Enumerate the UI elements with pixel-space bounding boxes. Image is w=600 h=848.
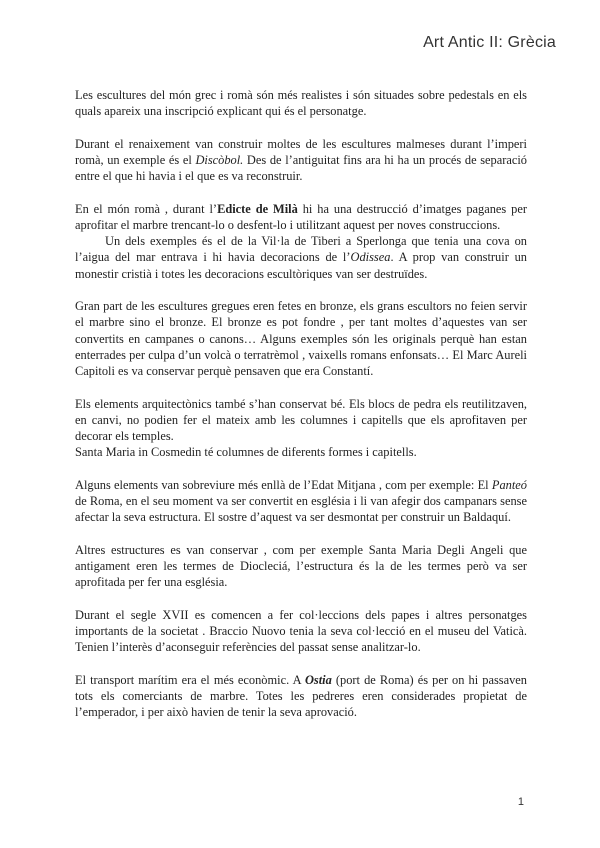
bold-edicte-de-mila: Edicte de Milà — [217, 201, 298, 216]
document-header-title: Art Antic II: Grècia — [423, 34, 556, 51]
paragraph-text: Gran part de les escultures gregues eren fetes en bronze, els grans escultors no feien servir el marbre sino el bronze. El bronze es pot fondre , per tant moltes d’aquestes van ser convertits en campanes o canons… Alguns exemples són les originals perquè han estan enterrades per culpa d’un volcà o terratrèmol , vaixells romans enfonsats… El Marc Aureli Capitoli es va conservar perquè pensaven que era Constantí. — [75, 299, 527, 379]
paragraph-6 — [75, 396, 527, 461]
paragraph-text: Els elements arquitectònics també s’han conservat bé. Els blocs de pedra els reutilitzaven, en canvi, no podien fer el mateix amb les columnes i capitells que els aprofitaven per decorar els temples. — [75, 396, 527, 444]
paragraph-text: Des de l’antiguitat fins ara hi ha un procés de separació entre el que hi havia i el que es va reconstruir. — [75, 153, 528, 184]
paragraph-text: . A prop van construir un monestir cristià i totes les decoracions escultòriques van ser destruïdes. — [75, 250, 527, 281]
paragraph-2 — [75, 136, 527, 185]
emphasis-discobol: Discòbol. — [195, 153, 244, 167]
page-number: 1 — [517, 796, 524, 808]
paragraph-text: Altres estructures es van conservar , com per exemple Santa Maria Degli Angeli que antigament eren les termes de Diocleciá, l’estructura és la de les termes però va ser aprofitada per fer una església. — [75, 542, 527, 590]
paragraph-10 — [75, 672, 527, 721]
paragraph-text: Durant el segle XVII es comencen a fer col·leccions dels papes i altres personatges importants de la societat . Braccio Nuovo tenia la seva col·lecció en el museu del Vaticà. Tenien l’interès d’aconseguir referències del passat sense analitzar-lo. — [75, 607, 527, 655]
document-body — [75, 87, 527, 737]
bold-italic-ostia: Ostia — [304, 672, 332, 687]
paragraph-1 — [75, 87, 527, 119]
paragraph-text: Un dels exemples és el de la Vil·la de Tiberi a Sperlonga que tenia una cova on l’aigua del mar entrava i hi havia decoracions de l’ — [75, 234, 527, 265]
paragraph-text: En el món romà , durant l’ — [75, 201, 218, 216]
emphasis-odissea: Odissea — [350, 250, 391, 265]
paragraph-8 — [75, 542, 527, 591]
paragraph-text: Santa Maria in Cosmedin té columnes de diferents formes i capitells. — [75, 445, 417, 460]
paragraph-text: Alguns elements van sobreviure més enllà de l’Edat Mitjana , com per exemple: El — [75, 477, 492, 492]
paragraph-4 — [75, 233, 527, 282]
paragraph-text: hi ha una destrucció d’imatges paganes per aprofitar el marbre trencant-lo o desfent-lo i utilitzant aquest per noves construccions. — [75, 201, 528, 232]
paragraph-text: Les escultures del món grec i romà són més realistes i són situades sobre pedestals en els quals apareix una inscripció explicant qui és el personatge. — [75, 88, 527, 119]
paragraph-7 — [75, 477, 527, 526]
paragraph-text: de Roma, en el seu moment va ser convertit en església i li van afegir dos campanars sense afectar la seva estructura. El sostre d’aquest va ser desmontat per construir un Baldaquí. — [75, 494, 527, 525]
paragraph-text: (port de Roma) és per on hi passaven tots els comerciants de marbre. Totes les pedreres eren considerades propietat de l’emperador, i per això havien de tenir la seva aprovació. — [75, 672, 528, 720]
paragraph-3 — [75, 201, 527, 233]
paragraph-text: El transport marítim era el més econòmic. A — [75, 672, 305, 687]
emphasis-panteo: Panteó — [491, 477, 527, 492]
paragraph-9 — [75, 607, 527, 656]
paragraph-5 — [75, 298, 527, 379]
paragraph-text: Durant el renaixement van construir moltes de les escultures malmeses durant l’imperi romà, un exemple és el — [75, 136, 527, 167]
